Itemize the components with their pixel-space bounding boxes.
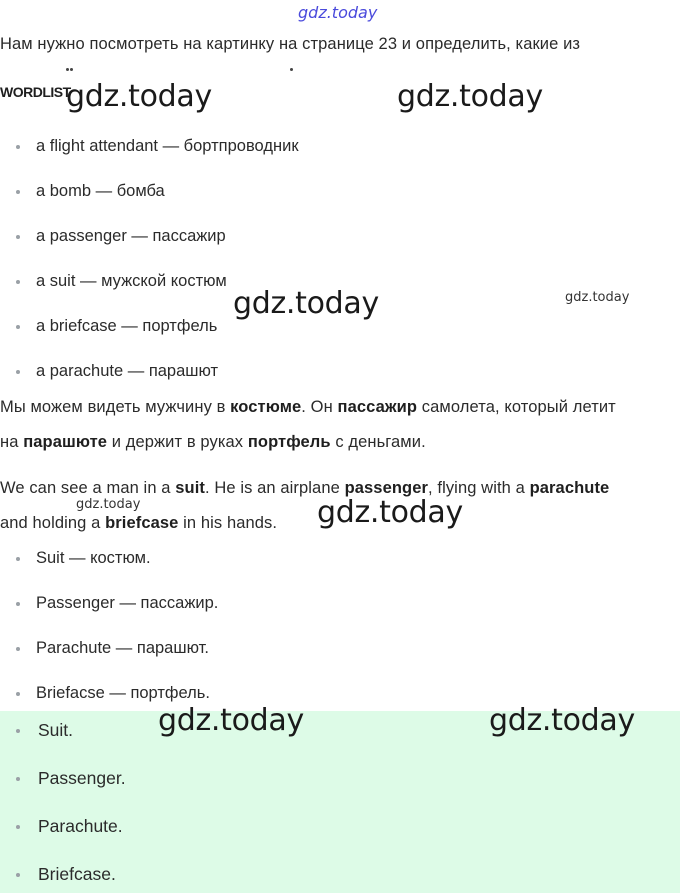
bullet-icon <box>16 602 20 606</box>
watermark-small: gdz.today <box>565 290 630 305</box>
watermark-small: gdz.today <box>76 497 141 512</box>
answer-panel: Suit. Passenger. Parachute. Briefcase. <box>0 711 680 893</box>
watermark: gdz.today <box>317 495 463 530</box>
bullet-icon <box>16 235 20 239</box>
bullet-icon <box>16 729 20 733</box>
bullet-icon <box>16 777 20 781</box>
watermark: gdz.today <box>233 286 379 321</box>
intro-text: Нам нужно посмотреть на картинку на странице 23 и определить, какие из <box>0 35 581 53</box>
watermark: gdz.today <box>489 703 635 738</box>
bullet-icon <box>16 692 20 696</box>
watermark-top: gdz.today <box>298 3 378 22</box>
en-paragraph-line-2: and holding a briefcase in his hands. <box>0 514 278 532</box>
bullet-icon <box>16 557 20 561</box>
wordlist-title: WORDLIST <box>0 84 71 100</box>
ru-paragraph-line-2: на парашюте и держит в руках портфель с деньгами. <box>0 433 426 451</box>
bullet-icon <box>16 280 20 284</box>
bullet-icon <box>16 190 20 194</box>
en-paragraph-line-1: We can see a man in a suit. He is an airplane passenger, flying with a parachute <box>0 479 610 497</box>
ru-paragraph-line-1: Мы можем видеть мужчину в костюме. Он пассажир самолета, который летит <box>0 398 616 416</box>
bullet-icon <box>16 647 20 651</box>
watermark: gdz.today <box>158 703 304 738</box>
bullet-icon <box>16 325 20 329</box>
bullet-icon <box>16 825 20 829</box>
cut-off-text-line <box>62 68 302 76</box>
watermark: gdz.today <box>397 79 543 114</box>
bullet-icon <box>16 873 20 877</box>
bullet-icon <box>16 370 20 374</box>
watermark: gdz.today <box>66 79 212 114</box>
bullet-icon <box>16 145 20 149</box>
